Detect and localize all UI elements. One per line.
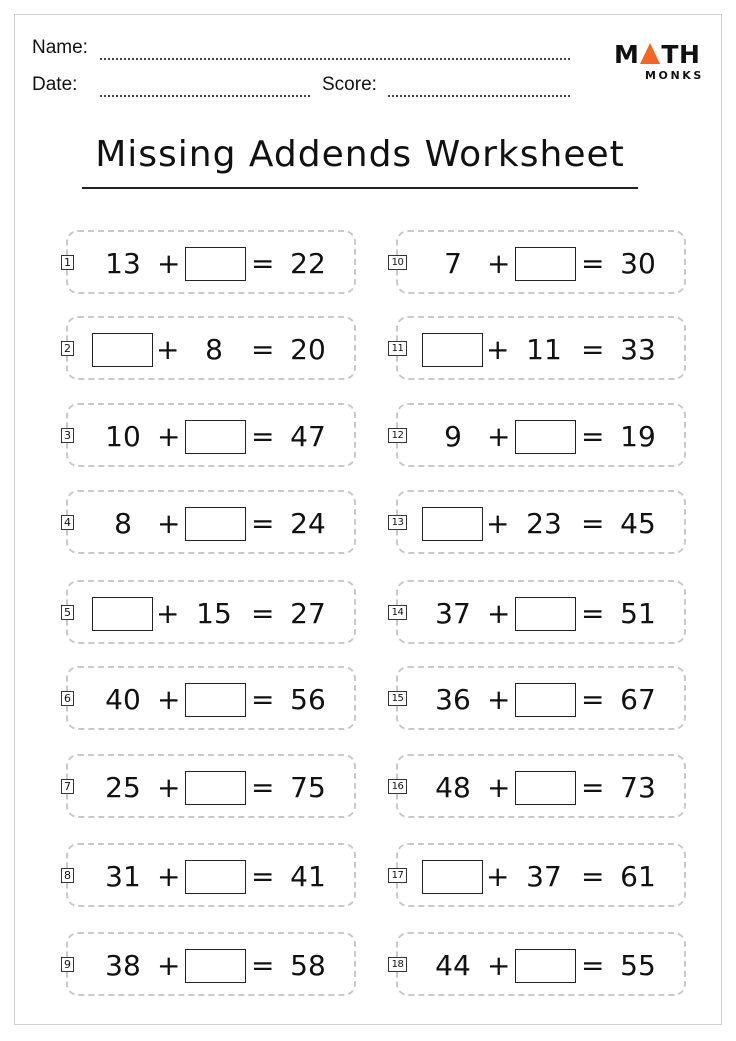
problem-card (391, 316, 686, 380)
math-monks-logo (614, 42, 706, 86)
problem-card (66, 490, 356, 554)
answer-box[interactable] (185, 420, 246, 454)
answer-box[interactable] (185, 949, 246, 983)
problem-number: 6 (61, 691, 74, 706)
addend-value: 37 (526, 860, 562, 893)
problem-number: 16 (388, 779, 407, 794)
problem-card (391, 754, 686, 818)
addend-value: 15 (196, 597, 232, 630)
problem-number: 11 (388, 341, 407, 356)
plus-sign: + (157, 507, 181, 540)
sum-value: 33 (620, 333, 656, 366)
equals-sign: = (251, 949, 275, 982)
answer-box[interactable] (185, 507, 246, 541)
answer-box[interactable] (92, 597, 153, 631)
problem-number: 8 (61, 868, 74, 883)
equals-sign: = (581, 860, 605, 893)
problem-card (391, 490, 686, 554)
sum-value: 22 (290, 247, 326, 280)
sum-value: 67 (620, 683, 656, 716)
problem-card (391, 580, 686, 644)
equals-sign: = (251, 507, 275, 540)
problem-card (391, 230, 686, 294)
plus-sign: + (487, 597, 511, 630)
answer-box[interactable] (515, 949, 576, 983)
plus-sign: + (156, 597, 180, 630)
answer-box[interactable] (422, 333, 483, 367)
equals-sign: = (251, 683, 275, 716)
equals-sign: = (581, 949, 605, 982)
equals-sign: = (251, 597, 275, 630)
problem-number: 17 (388, 868, 407, 883)
addend-value: 8 (205, 333, 223, 366)
sum-value: 47 (290, 420, 326, 453)
name-field[interactable] (100, 58, 570, 60)
addend-value: 10 (105, 420, 141, 453)
equals-sign: = (581, 683, 605, 716)
equals-sign: = (251, 247, 275, 280)
problem-number: 14 (388, 605, 407, 620)
sum-value: 30 (620, 247, 656, 280)
problem-card (66, 666, 356, 730)
logo-triangle-icon (640, 43, 660, 64)
addend-value: 9 (444, 420, 462, 453)
plus-sign: + (157, 860, 181, 893)
problem-number: 12 (388, 428, 407, 443)
problem-number: 15 (388, 691, 407, 706)
addend-value: 8 (114, 507, 132, 540)
plus-sign: + (487, 420, 511, 453)
date-field[interactable] (100, 95, 310, 97)
sum-value: 51 (620, 597, 656, 630)
sum-value: 24 (290, 507, 326, 540)
equals-sign: = (251, 860, 275, 893)
addend-value: 11 (526, 333, 562, 366)
equals-sign: = (581, 771, 605, 804)
problem-card (391, 403, 686, 467)
addend-value: 31 (105, 860, 141, 893)
problem-number: 4 (61, 515, 74, 530)
addend-value: 44 (435, 949, 471, 982)
problem-card (66, 754, 356, 818)
problem-number: 1 (61, 255, 74, 270)
problem-card (391, 932, 686, 996)
plus-sign: + (157, 771, 181, 804)
plus-sign: + (157, 420, 181, 453)
problem-number: 9 (61, 957, 74, 972)
answer-box[interactable] (185, 860, 246, 894)
equals-sign: = (251, 333, 275, 366)
sum-value: 58 (290, 949, 326, 982)
plus-sign: + (487, 683, 511, 716)
plus-sign: + (487, 247, 511, 280)
equals-sign: = (581, 597, 605, 630)
sum-value: 19 (620, 420, 656, 453)
plus-sign: + (486, 860, 510, 893)
logo-text-right: TH (661, 40, 701, 69)
problem-card (66, 843, 356, 907)
plus-sign: + (486, 507, 510, 540)
answer-box[interactable] (515, 420, 576, 454)
problem-number: 10 (388, 255, 407, 270)
answer-box[interactable] (185, 771, 246, 805)
plus-sign: + (157, 949, 181, 982)
equals-sign: = (581, 333, 605, 366)
score-label: Score: (322, 74, 377, 95)
plus-sign: + (486, 333, 510, 366)
problem-number: 13 (388, 515, 407, 530)
answer-box[interactable] (515, 683, 576, 717)
answer-box[interactable] (515, 597, 576, 631)
title-underline (82, 187, 638, 189)
problem-card (66, 932, 356, 996)
addend-value: 7 (444, 247, 462, 280)
sum-value: 61 (620, 860, 656, 893)
equals-sign: = (581, 507, 605, 540)
problem-card (66, 316, 356, 380)
sum-value: 20 (290, 333, 326, 366)
problem-number: 7 (61, 779, 74, 794)
sum-value: 73 (620, 771, 656, 804)
problem-card (66, 230, 356, 294)
equals-sign: = (581, 247, 605, 280)
sum-value: 56 (290, 683, 326, 716)
problem-card (66, 403, 356, 467)
problem-card (66, 580, 356, 644)
sum-value: 41 (290, 860, 326, 893)
problem-card (391, 666, 686, 730)
addend-value: 25 (105, 771, 141, 804)
problem-card (391, 843, 686, 907)
name-label: Name: (32, 37, 88, 58)
plus-sign: + (157, 683, 181, 716)
addend-value: 38 (105, 949, 141, 982)
sum-value: 75 (290, 771, 326, 804)
sum-value: 27 (290, 597, 326, 630)
addend-value: 37 (435, 597, 471, 630)
plus-sign: + (487, 949, 511, 982)
sum-value: 45 (620, 507, 656, 540)
answer-box[interactable] (185, 683, 246, 717)
answer-box[interactable] (185, 247, 246, 281)
answer-box[interactable] (515, 247, 576, 281)
addend-value: 40 (105, 683, 141, 716)
sum-value: 55 (620, 949, 656, 982)
plus-sign: + (487, 771, 511, 804)
equals-sign: = (251, 420, 275, 453)
answer-box[interactable] (515, 771, 576, 805)
addend-value: 13 (105, 247, 141, 280)
page-title: Missing Addends Worksheet (95, 134, 625, 175)
plus-sign: + (157, 247, 181, 280)
problem-number: 18 (388, 957, 407, 972)
logo-subtext: MONKS (645, 69, 704, 82)
problem-number: 5 (61, 605, 74, 620)
addend-value: 48 (435, 771, 471, 804)
answer-box[interactable] (422, 860, 483, 894)
logo-text-left: M (614, 40, 640, 69)
problem-number: 3 (61, 428, 74, 443)
score-field[interactable] (388, 95, 570, 97)
equals-sign: = (581, 420, 605, 453)
addend-value: 23 (526, 507, 562, 540)
problem-number: 2 (61, 341, 74, 356)
answer-box[interactable] (92, 333, 153, 367)
date-label: Date: (32, 74, 78, 95)
answer-box[interactable] (422, 507, 483, 541)
addend-value: 36 (435, 683, 471, 716)
equals-sign: = (251, 771, 275, 804)
plus-sign: + (156, 333, 180, 366)
